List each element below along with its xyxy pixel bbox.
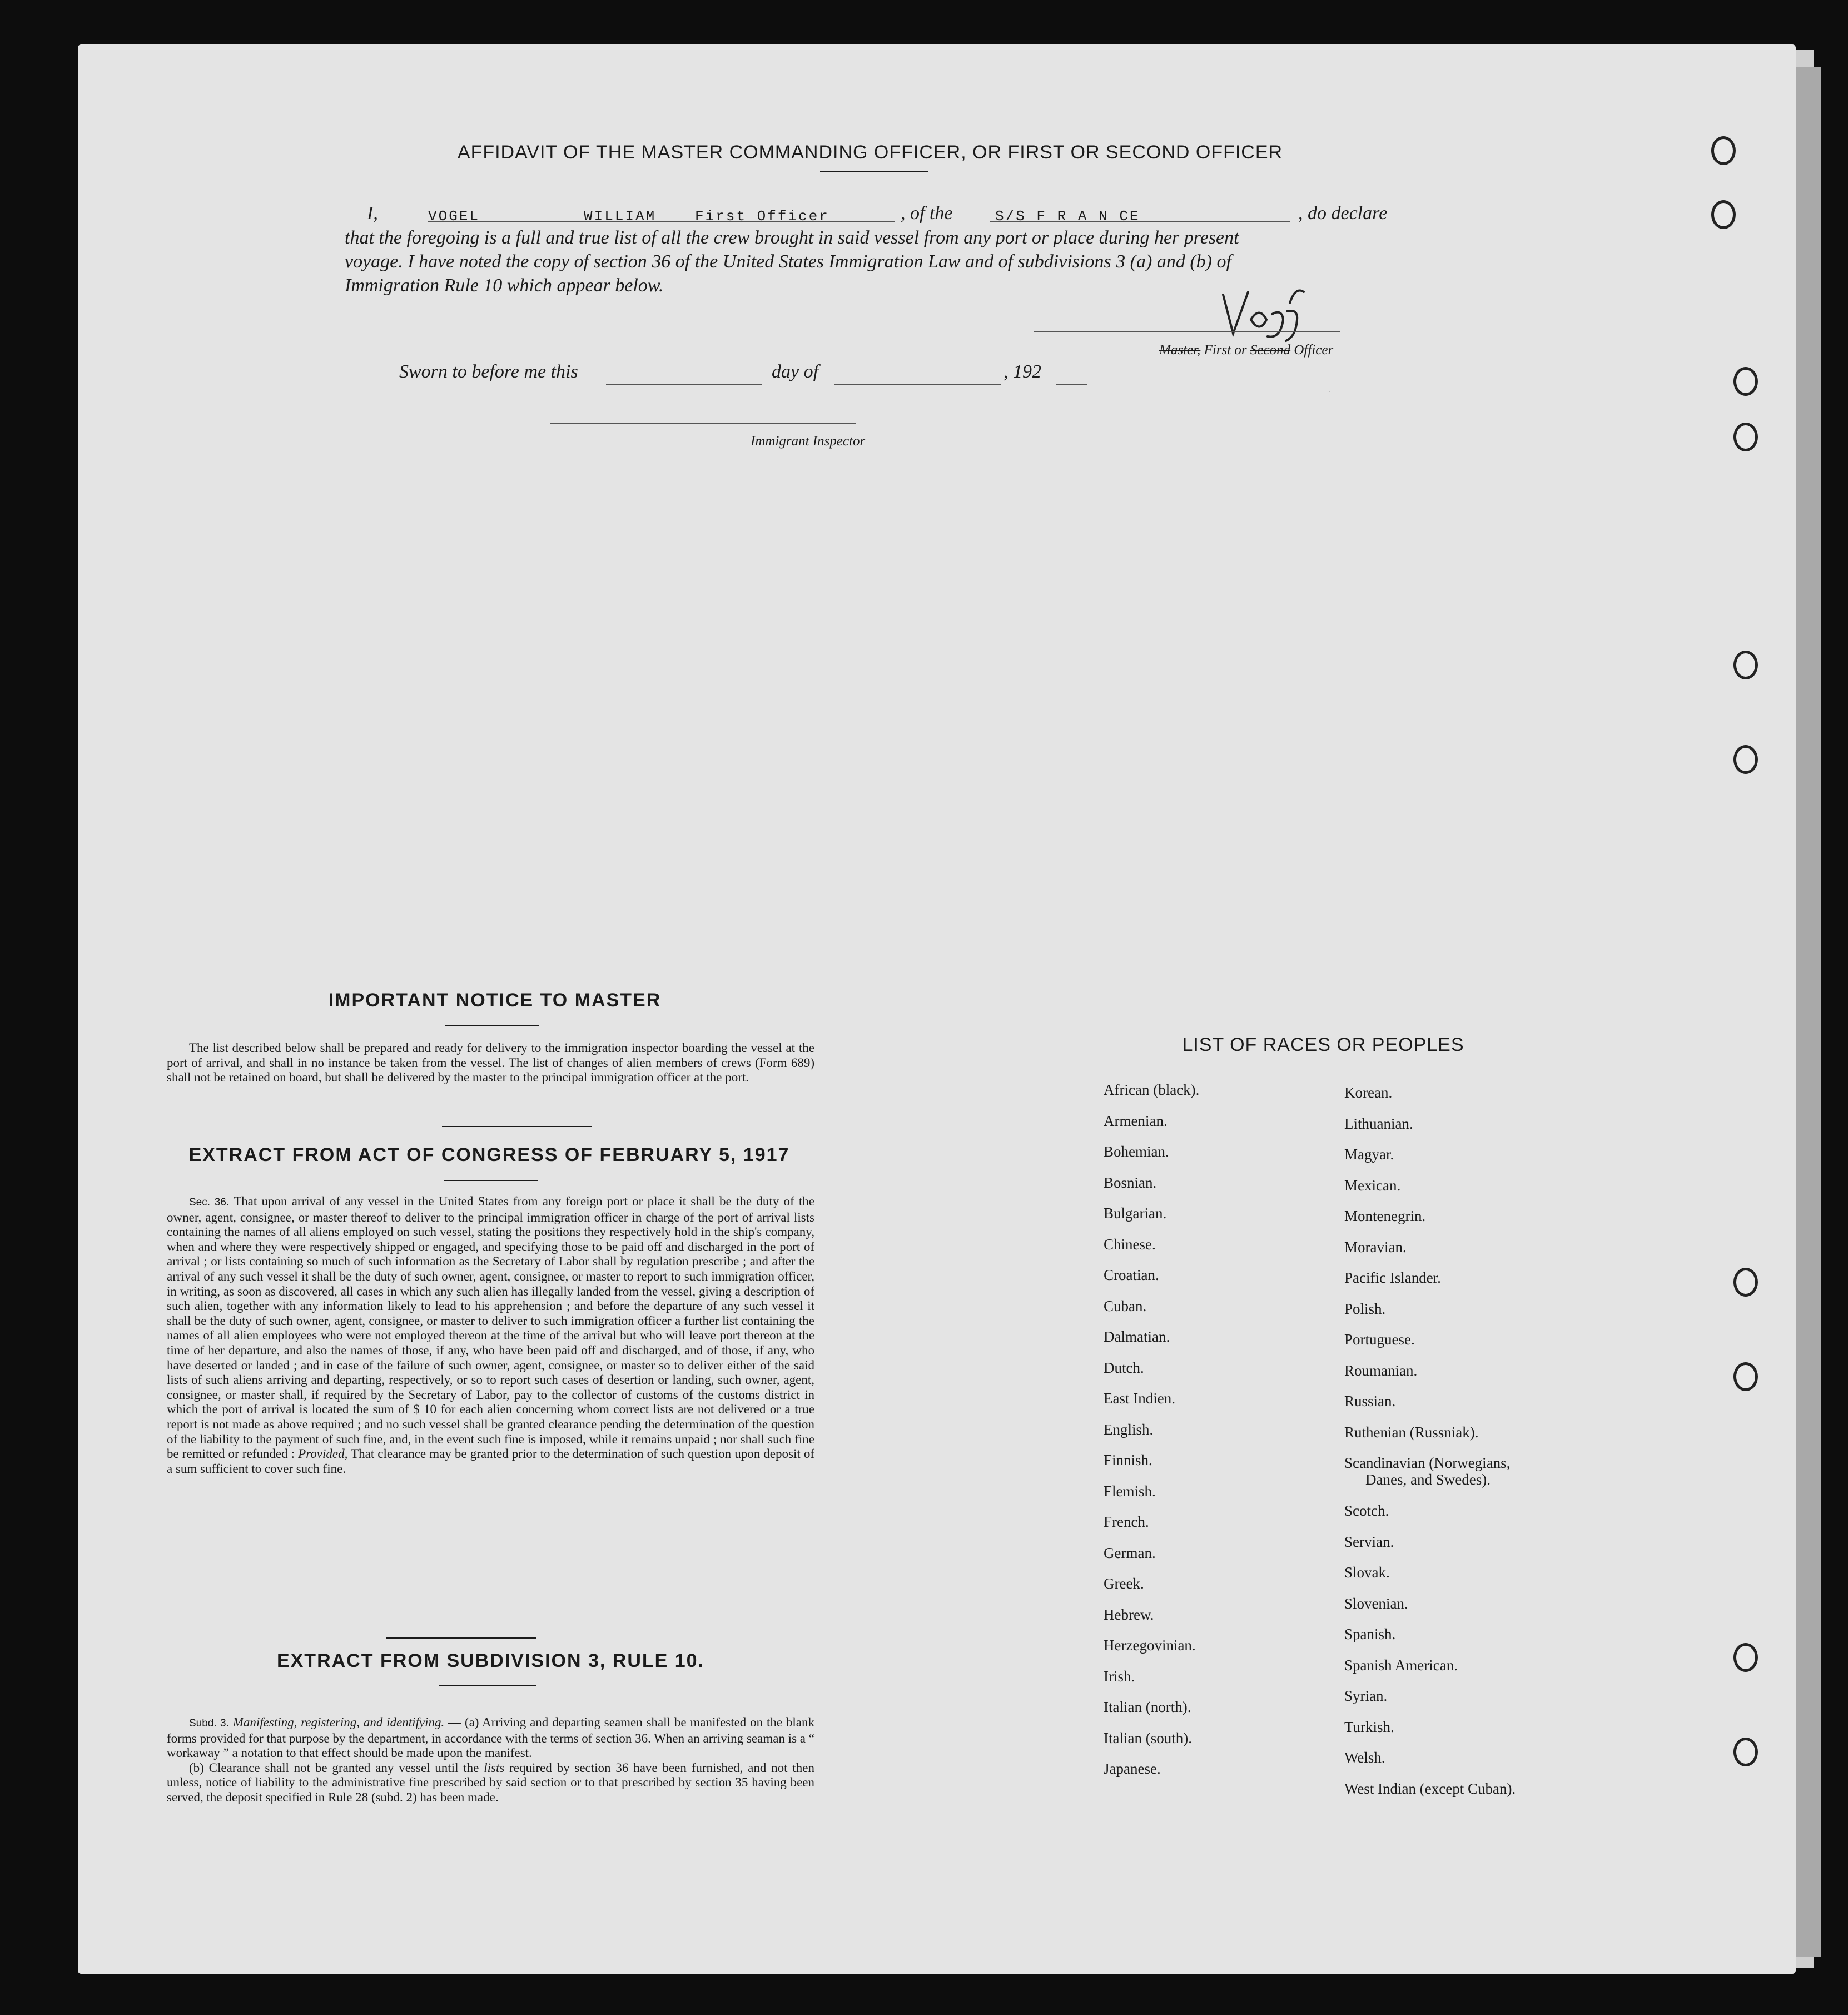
race-item: Mexican.: [1344, 1177, 1401, 1194]
race-item: Korean.: [1344, 1084, 1393, 1101]
race-item: Bulgarian.: [1104, 1205, 1167, 1222]
rule-heading: Manifesting, registering, and identifying.: [232, 1715, 445, 1729]
race-item: Dutch.: [1104, 1359, 1144, 1376]
race-item: Bohemian.: [1104, 1143, 1169, 1160]
notice-underline: [445, 1025, 539, 1026]
declaration-do-declare: , do declare: [1298, 203, 1388, 224]
race-item: Moravian.: [1344, 1238, 1407, 1255]
binder-hole: [1711, 136, 1736, 165]
binder-hole: [1733, 1643, 1758, 1672]
binder-hole: [1733, 367, 1758, 396]
race-item: Slovenian.: [1344, 1595, 1408, 1612]
notice-text: The list described below shall be prepared and ready for delivery to the immigration inspector boarding the vessel at the port of arrival, and shall in no instance be taken from the vessel. The list of changes of alien members of crews (Form 689) shall not be retained on board, but shall be delivered by the master to the principal immigration officer at the port.: [167, 1041, 814, 1085]
races-left-column: [1104, 1075, 1199, 1785]
race-item: Roumanian.: [1344, 1362, 1418, 1379]
signer-first-or: First or: [1200, 343, 1250, 358]
notice-divider: [442, 1126, 592, 1127]
rule-subdivision-label: Subd. 3.: [189, 1718, 229, 1729]
race-item: Hebrew.: [1104, 1606, 1154, 1623]
svg-text:Vogel: Vogel: [1329, 392, 1330, 393]
race-item: Irish.: [1104, 1667, 1135, 1685]
race-item: Herzegovinian.: [1104, 1637, 1196, 1654]
races-title: LIST OF RACES OR PEOPLES: [1182, 1034, 1464, 1055]
binder-hole: [1733, 651, 1758, 679]
binder-hole: [1711, 200, 1736, 229]
race-item: Dalmatian.: [1104, 1328, 1170, 1345]
act-underline: [444, 1180, 538, 1181]
race-item: Bosnian.: [1104, 1174, 1157, 1191]
signature-blank: [1034, 331, 1340, 332]
race-item: Slovak.: [1344, 1564, 1390, 1581]
race-item: Russian.: [1344, 1393, 1396, 1409]
sworn-month-blank: [834, 384, 1001, 385]
sworn-day-of: day of: [772, 361, 819, 382]
rule-title: EXTRACT FROM SUBDIVISION 3, RULE 10.: [276, 1650, 705, 1671]
races-right-column: [1344, 1078, 1516, 1804]
officer-rank: First Officer: [695, 208, 829, 225]
act-provided: Provided,: [298, 1447, 348, 1461]
act-text: Sec. 36. That upon arrival of any vessel in the United States from any foreign port or place it shall be the duty of the owner, agent, consignee, or master thereof to deliver to the principal immigration officer in charge of the port of arrival lists containing the names of all aliens employed on such vessel, stating the positions they respectively hold in the ship's company, when and where they were respectively shipped or engaged, and specifying those to be paid off and discharged in the port of arrival ; or lists containing so much of such information as the Secretary of Labor shall by regulation prescribe ; and after the arrival of any such vessel it shall be the duty of such owner, agent, consignee, or master to report to such immigration officer, in writing, as soon as discovered, all cases in which any such alien has illegally landed from the vessel, giving a description of such alien, together with any information likely to lead to his apprehension ; and before the departure of any such vessel it shall be the duty of such owner, agent, consignee, or master to deliver to such immigration officer a further list containing the names of all alien employees who were not employed thereon at the time of the arrival but who will leave port thereon at the time of her departure, and also the names of those, if any, who have been paid off and discharged, and of those, if any, who have deserted or landed ; and in case of the failure of such owner, agent, consignee, or master so to deliver either of the said lists of such aliens arriving and departing, respectively, or so to report such cases of desertion or landing, such owner, agent, consignee, or master shall, if required by the Secretary of Labor, pay to the collector of customs of the customs district in which the port of arrival is located the sum of $ 10 for each alien concerning whom correct lists are not delivered or a true report is not made as above required ; and no such vessel shall be granted clearance pending the determination of the question of the liability to the payment of such fine, and, in the event such fine is imposed, while it remains unpaid ; nor shall such fine be remitted or refunded : Provided, That clearance may be granted prior to the determination of such question upon deposit of a sum sufficient to cover such fine.: [167, 1194, 815, 1476]
binder-hole: [1733, 1738, 1758, 1766]
signer-role-label: [1159, 343, 1333, 358]
race-item: Spanish American.: [1344, 1656, 1458, 1674]
race-item: Armenian.: [1104, 1112, 1168, 1129]
sworn-day-blank: [606, 384, 762, 385]
race-item: Polish.: [1344, 1300, 1386, 1317]
notice-title: IMPORTANT NOTICE TO MASTER: [328, 990, 662, 1011]
race-item: Italian (south).: [1104, 1729, 1192, 1746]
struck-second: Second: [1250, 343, 1291, 358]
race-item: Welsh.: [1344, 1749, 1385, 1766]
race-item: Japanese.: [1104, 1760, 1161, 1777]
race-item: African (black).: [1104, 1081, 1200, 1098]
act-title: EXTRACT FROM ACT OF CONGRESS OF FEBRUARY 5, 1917: [188, 1144, 790, 1165]
race-item: Cuban.: [1104, 1297, 1147, 1314]
race-item: Croatian.: [1104, 1267, 1159, 1283]
declaration-line-4: Immigration Rule 10 which appear below.: [345, 275, 664, 296]
rule-underline: [439, 1685, 536, 1686]
race-item: Syrian.: [1344, 1688, 1388, 1704]
affidavit-title: AFFIDAVIT OF THE MASTER COMMANDING OFFICER, OR FIRST OR SECOND OFFICER: [457, 142, 1283, 163]
race-item: Magyar.: [1344, 1146, 1394, 1163]
vessel-name: S/S F R A N CE: [995, 208, 1140, 225]
inspector-blank: [550, 423, 856, 424]
race-item: Flemish.: [1104, 1482, 1156, 1500]
race-item: Lithuanian.: [1344, 1115, 1413, 1132]
declaration-of-the: , of the: [901, 203, 953, 224]
sworn-year: , 192: [1004, 361, 1041, 382]
race-item: Ruthenian (Russniak).: [1344, 1423, 1479, 1441]
race-item: Chinese.: [1104, 1235, 1156, 1253]
act-divider: [386, 1637, 536, 1639]
race-item: Greek.: [1104, 1575, 1144, 1592]
race-item: French.: [1104, 1513, 1149, 1530]
race-item: Turkish.: [1344, 1718, 1394, 1735]
binder-hole: [1733, 745, 1758, 774]
race-item: English.: [1104, 1421, 1154, 1438]
race-item: Servian.: [1344, 1533, 1394, 1550]
vessel-blank: [990, 221, 1290, 222]
sworn-year-blank: [1056, 384, 1087, 385]
race-item: Portuguese.: [1344, 1331, 1415, 1348]
sworn-prefix: Sworn to before me this: [399, 361, 578, 382]
binder-hole: [1733, 1268, 1758, 1297]
race-item: West Indian (except Cuban).: [1344, 1780, 1516, 1797]
act-section-label: Sec. 36.: [189, 1197, 230, 1208]
binder-hole: [1733, 423, 1758, 451]
race-item: German.: [1104, 1544, 1156, 1561]
officer-surname: VOGEL: [428, 208, 480, 225]
race-item: Montenegrin.: [1344, 1208, 1426, 1224]
inspector-label: Immigrant Inspector: [751, 434, 866, 449]
binder-hole: [1733, 1362, 1758, 1391]
race-item: Scotch.: [1344, 1502, 1389, 1519]
race-item: Pacific Islander.: [1344, 1269, 1441, 1286]
declaration-line-2: that the foregoing is a full and true list of all the crew brought in said vessel from any port or place during her present: [345, 227, 1239, 248]
declaration-lead: I,: [367, 203, 378, 224]
race-item: Danes, and Swedes).: [1365, 1471, 1491, 1488]
name-blank: [428, 221, 895, 222]
race-item: Italian (north).: [1104, 1699, 1191, 1715]
race-item: Finnish.: [1104, 1452, 1152, 1468]
race-item: East Indien.: [1104, 1390, 1175, 1407]
struck-master: Master,: [1159, 343, 1201, 358]
title-underline: [820, 171, 928, 172]
signer-officer: Officer: [1290, 343, 1334, 358]
race-item: Spanish.: [1344, 1626, 1396, 1642]
declaration-line-3: voyage. I have noted the copy of section 36 of the United States Immigration Law and of subdivisions 3 (a) and (b) of: [345, 251, 1231, 272]
rule-text: Subd. 3. Manifesting, registering, and identifying. — (a) Arriving and departing seamen shall be manifested on the blank forms provided for that purpose by the department, in accordance with the terms of section 36. When an arriving seaman is a “ workaway ” a notation to that effect should be made upon the manifest. (b) Clearance shall not be granted any vessel until the lists required by section 36 have been furnished, and not then unless, notice of liability to the administrative fine prescribed by said section or to that prescribed by section 35 having been served, the deposit specified in Rule 28 (subd. 2) has been made.: [167, 1715, 815, 1804]
officer-given-name: WILLIAM: [584, 208, 657, 225]
race-item: Scandinavian (Norwegians,: [1344, 1455, 1511, 1471]
